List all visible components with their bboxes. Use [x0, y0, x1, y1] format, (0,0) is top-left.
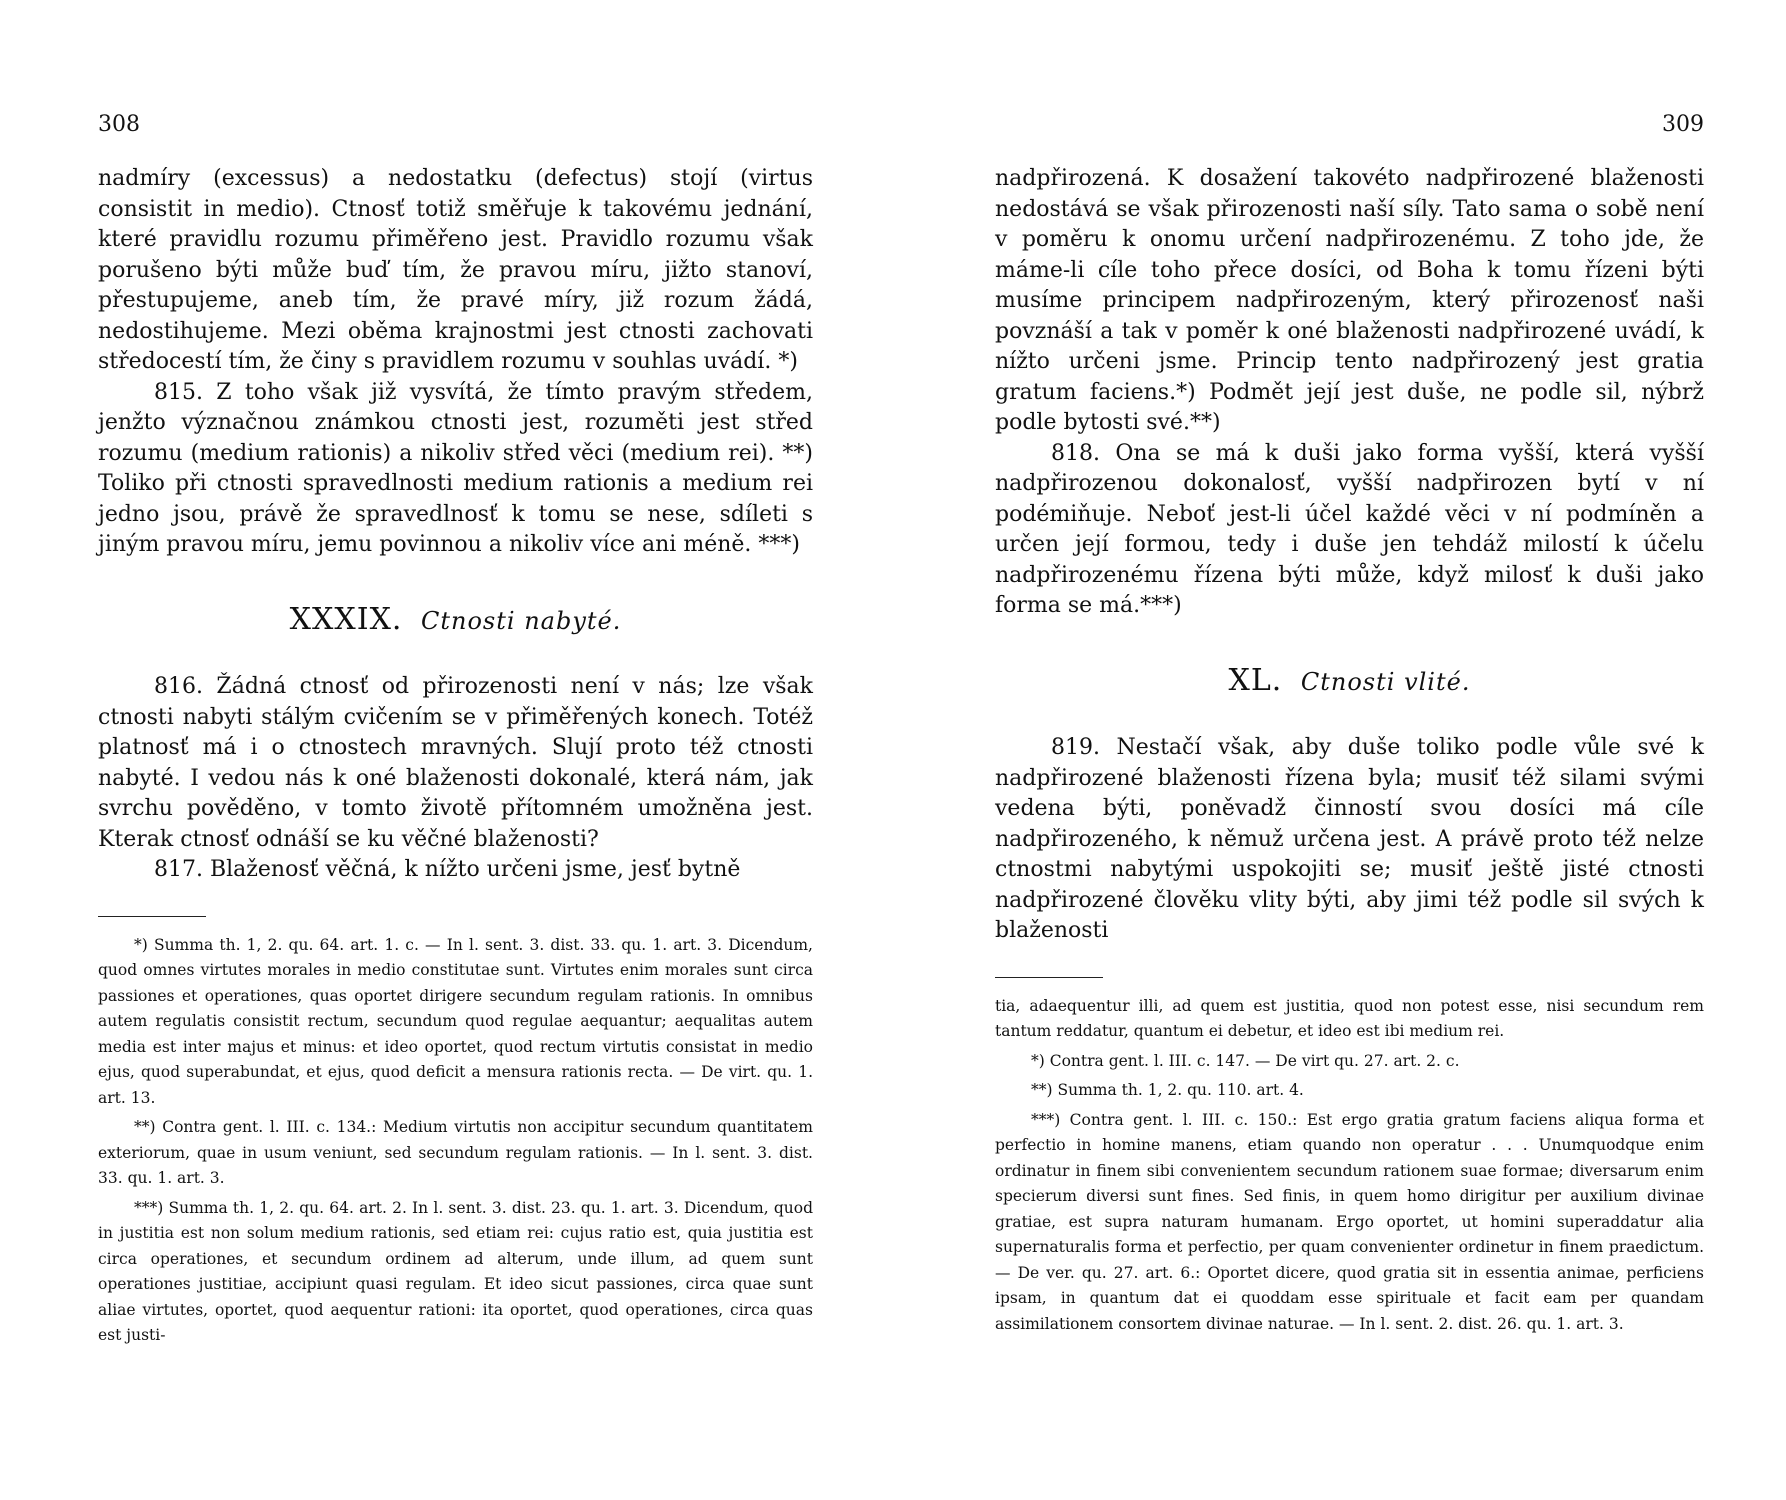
paragraph: nadmíry (excessus) a nedostatku (defectus) stojí (virtus consistit in medio). Ctnosť totiž směřuje k takovému jednání, které pravidlu rozumu přiměřeno jest. Pravidlo rozumu však porušeno býti může buď tím, že pravou míru, jižto stanoví, přestupujeme, aneb tím, že pravé míry, již rozum žádá, nedostihujeme. Mezi oběma krajnostmi jest ctnosti zachovati středocestí tím, že činy s pravidlem rozumu v souhlas uvádí. *) — [98, 166, 813, 374]
right-body-text — [995, 164, 1704, 947]
page-number-left: 308 — [98, 112, 140, 137]
paragraph-819: 819. Nestačí však, aby duše toliko podle vůle své k nadpřirozené blaženosti řízena byla; musiť též silami svými vedena býti, poněvadž činností svou dosíci má cíle nadpřirozeného, k němuž určena jest. A právě proto též nelze ctnostmi nabytými uspokojiti se; musiť ještě jisté ctnosti nadpřirozené člověku vlity býti, aby jimi též podle sil svých k blaženosti — [995, 735, 1704, 943]
footnote: ***) Summa th. 1, 2. qu. 64. art. 2. In l. sent. 3. dist. 23. qu. 1. art. 3. Dicendum, quod in justitia est non solum medium rationis, sed etiam rei: cujus ratio est, quia justitia est circa operationes, et secundum ordinem ad alterum, unde illum, ad quem sunt operationes justitiae, accipiunt quasi regulam. Et ideo sicut passiones, circa quae sunt aliae virtutes, oportet, quod aequentur rationi: ita oportet, quod operationes, circa quas est justi- — [98, 1198, 813, 1344]
paragraph-817: 817. Blaženosť věčná, k nížto určeni jsme, jesť bytně — [154, 857, 741, 882]
footnote: *) Summa th. 1, 2. qu. 64. art. 1. c. — In l. sent. 3. dist. 33. qu. 1. art. 3. Dicendum, quod omnes virtutes morales in medio constitutae sunt. Virtutes enim morales sunt circa passiones et operationes, quas oportet dirigere secundum regulam rationis. In omnibus autem regulatis consistit rectum, secundum quod regulae aequantur; aequalitas autem media est inter majus et minus: et ideo oportet, quod rectum virtutis consistat in medio ejus, quod superabundat, et ejus, quod deficit a mensura rationis recta. — De virt. qu. 1. art. 13. — [98, 935, 813, 1107]
section-heading-xxxix — [98, 601, 813, 637]
paragraph-815: 815. Z toho však již vysvítá, že tímto pravým středem, jenžto význačnou známkou ctnosti jest, rozuměti jest střed rozumu (medium rationis) a nikoliv střed věci (medium rei). **) Toliko při ctnosti spravedlnosti medium rationis a medium rei jedno jsou, právě že spravedlnosť k tomu se nese, sdíleti s jiným pravou míru, jemu povinnou a nikoliv více ani méně. ***) — [98, 379, 813, 557]
footnote: **) Contra gent. l. III. c. 134.: Medium virtutis non accipitur secundum quantitatem exteriorum, quae in usum veniunt, sed secundum regulam rationis. — In l. sent. 3. dist. 33. qu. 1. art. 3. — [98, 1118, 813, 1187]
footnote-divider — [995, 977, 1103, 978]
footnote: *) Contra gent. l. III. c. 147. — De virt qu. 27. art. 2. c. — [1031, 1051, 1460, 1070]
footnote: ***) Contra gent. l. III. c. 150.: Est ergo gratia gratum faciens aliqua forma et perfectio in homine manens, etiam quando non operatur . . . Unumquodque enim ordinatur in finem sibi convenientem secundum rationem suae formae; diversarum enim specierum diversi sunt fines. Sed finis, in quem homo dirigitur per auxilium divinae gratiae, est supra naturam humanam. Ergo oportet, ut homini superaddatur alia supernaturalis forma et perfectio, per quam convenienter ordinetur in finem praedictum. — De ver. qu. 27. art. 6.: Oportet dicere, quod gratia sit in essentia animae, perficiens ipsam, in quantum dat ei quoddam esse spirituale et facit eam per quandam assimilationem consortem divinae naturae. — In l. sent. 2. dist. 26. qu. 1. art. 3. — [995, 1110, 1704, 1333]
footnote-continuation: tia, adaequentur illi, ad quem est justitia, quod non potest esse, nisi secundum rem tantum reddatur, quantum ei debetur, et ideo est ibi medium rei. — [995, 996, 1704, 1040]
left-footnotes — [98, 933, 813, 1349]
heading-title: Ctnosti nabyté. — [421, 606, 622, 635]
left-body-text — [98, 164, 813, 886]
right-page — [893, 0, 1786, 1500]
footnote: **) Summa th. 1, 2. qu. 110. art. 4. — [1031, 1081, 1304, 1099]
heading-roman-numeral: XXXIX. — [289, 601, 403, 637]
paragraph: nadpřirozená. K dosažení takovéto nadpřirozené blaženosti nedostává se však přirozenosti naší síly. Tato sama o sobě není v poměru k onomu určení nadpřirozenému. Z toho jde, že máme-li cíle toho přece dosíci, od Boha k tomu řízeni býti musíme principem nadpřirozeným, který přirozenosť naši povznáší a tak v poměr k oné blaženosti nadpřirozené uvádí, k nížto určeni jsme. Princip tento nadpřirozený jest gratia gratum faciens.*) Podmět její jest duše, ne podle sil, nýbrž podle bytosti své.**) — [995, 166, 1704, 435]
paragraph-818: 818. Ona se má k duši jako forma vyšší, která vyšší nadpřirozenou dokonalosť, vyšší nadpřirozen bytí v ní podémiňuje. Neboť jest-li účel každé věci v ní podmíněn a určen její formou, tedy i duše jen tehdáž milostí k účelu nadpřirozenému řízena býti může, když milosť k duši jako forma se má.***) — [995, 440, 1704, 618]
section-heading-xl — [995, 662, 1704, 698]
right-footnotes — [995, 994, 1704, 1338]
page-number-right: 309 — [1662, 112, 1704, 137]
paragraph-816: 816. Žádná ctnosť od přirozenosti není v nás; lze však ctnosti nabyti stálým cvičením se v přiměřených konech. Totéž platnosť má i o ctnostech mravných. Slují proto též ctnosti nabyté. I vedou nás k oné blaženosti dokonalé, která nám, jak svrchu pověděno, v tomto životě přítomném umožněna jest. Kterak ctnosť odnáší se ku věčné blaženosti? — [98, 674, 813, 852]
heading-title: Ctnosti vlité. — [1300, 667, 1471, 696]
footnote-divider — [98, 916, 206, 917]
heading-roman-numeral: XL. — [1228, 662, 1283, 698]
